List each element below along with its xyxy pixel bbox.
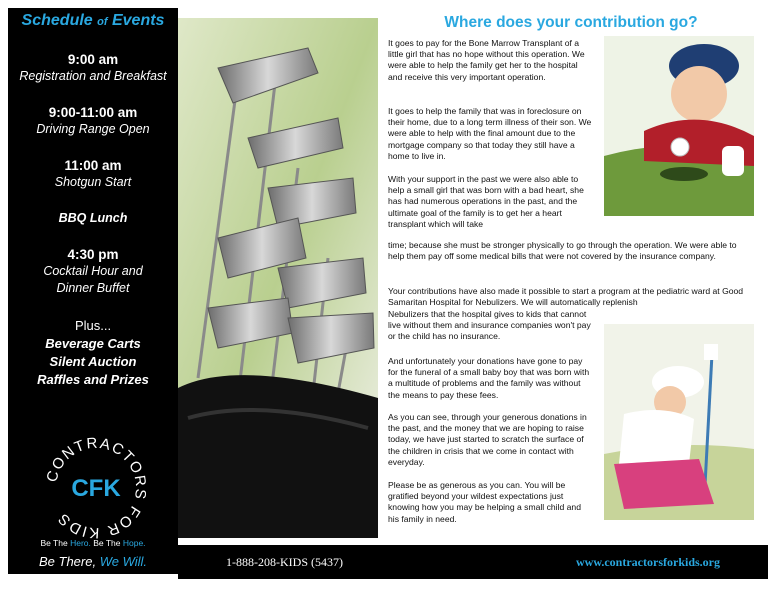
footer-bar — [178, 545, 768, 579]
paragraph-foreclosure: It goes to help the family that was in foreclosure on their home, due to a long term illness of their son. We were able to help with the final amount due to the mortgage company so that today they still have a home to live in. — [388, 106, 592, 161]
event-time: 4:30 pm — [67, 247, 119, 262]
schedule-sidebar — [8, 8, 178, 574]
schedule-title — [8, 12, 178, 30]
event-registration — [8, 51, 178, 85]
tagline-hope: Hope. — [122, 538, 146, 548]
event-label: Shotgun Start — [54, 175, 132, 189]
tagline-hero: Hero. — [70, 538, 91, 548]
paragraph-please: Please be as generous as you can. You will be gratified beyond your wildest expectations just knowing how you may be helping a small child and his family in need. — [388, 480, 581, 524]
paragraph-nebulizers-cont: Nebulizers that the hospital gives to kids that cannot live without them and insurance companies won't pay or the child has no insurance. — [388, 309, 591, 342]
event-bbq-lunch — [8, 210, 178, 227]
motto-we-will: We Will. — [99, 554, 147, 569]
girl-golf-photo — [604, 324, 754, 520]
extras-list — [8, 317, 178, 389]
motto-part: Be There, — [38, 554, 100, 569]
event-label: Driving Range Open — [36, 122, 150, 136]
event-time: 9:00 am — [67, 52, 119, 67]
event-shotgun-start — [8, 157, 178, 191]
paragraph-heart-cont: time; because she must be stronger physically to go through the operation. We were able to help them pay off some medical bills that were not covered by the insurance company. — [388, 240, 737, 262]
extra-item: Beverage Carts — [45, 336, 141, 351]
paragraph-bone-marrow: It goes to pay for the Bone Marrow Transplant of a little girl that has no hope without this operation. We were able to help the family get her to the hospital and receive this very important operation. — [388, 38, 585, 82]
paragraph-generous: As you can see, through your generous donations in the past, and the money that we are hoping to raise today, we have just started to scratch the surface of the children in crisis that we come in contact with everyday. — [388, 412, 587, 467]
paragraph-funeral: And unfortunately your donations have gone to pay for the funeral of a small baby boy that was born with a multitude of problems and the family was without the means to pay these fees. — [388, 356, 590, 400]
event-driving-range — [8, 104, 178, 138]
event-label: Cocktail Hour and — [43, 264, 143, 278]
plus-label: Plus... — [74, 318, 112, 333]
schedule-title-of: of — [97, 16, 108, 28]
logo-center-text: CFK — [71, 475, 121, 502]
paragraph-heart: With your support in the past we were also able to help a small girl that was born with a bad heart, she has had numerous operations in the past, and the ultimate goal of the family is to get her a heart transplant which will take — [388, 174, 584, 229]
paragraph-nebulizers: Your contributions have also made it possible to start a program at the pediatric ward at Good Samaritan Hospital for Nebulizers. We will automatically replenish — [388, 286, 744, 308]
tagline-part: Be The — [40, 538, 71, 548]
event-label: Registration and Breakfast — [19, 69, 167, 83]
cfk-logo — [34, 433, 159, 543]
boy-golf-photo — [604, 36, 754, 216]
headline: Where does your contribution go? — [444, 14, 698, 31]
event-time: 11:00 am — [64, 158, 122, 173]
logo-ring-text: CONTRACTORS FOR KIDS — [43, 434, 150, 542]
event-cocktail-hour — [8, 246, 178, 297]
motto — [8, 554, 178, 569]
event-label-line2: Dinner Buffet — [56, 281, 130, 295]
tagline — [8, 538, 178, 548]
extra-item: Silent Auction — [49, 354, 137, 369]
schedule-title-b: Events — [111, 12, 165, 29]
golf-clubs-photo — [178, 18, 378, 538]
schedule-title-a: Schedule — [21, 12, 93, 29]
event-label: BBQ Lunch — [58, 211, 128, 225]
website-link[interactable]: www.contractorsforkids.org — [576, 555, 720, 569]
extra-item: Raffles and Prizes — [37, 372, 149, 387]
event-time: 9:00-11:00 am — [48, 105, 138, 120]
tagline-part: Be The — [90, 538, 123, 548]
phone-number: 1-888-208-KIDS (5437) — [226, 555, 343, 569]
